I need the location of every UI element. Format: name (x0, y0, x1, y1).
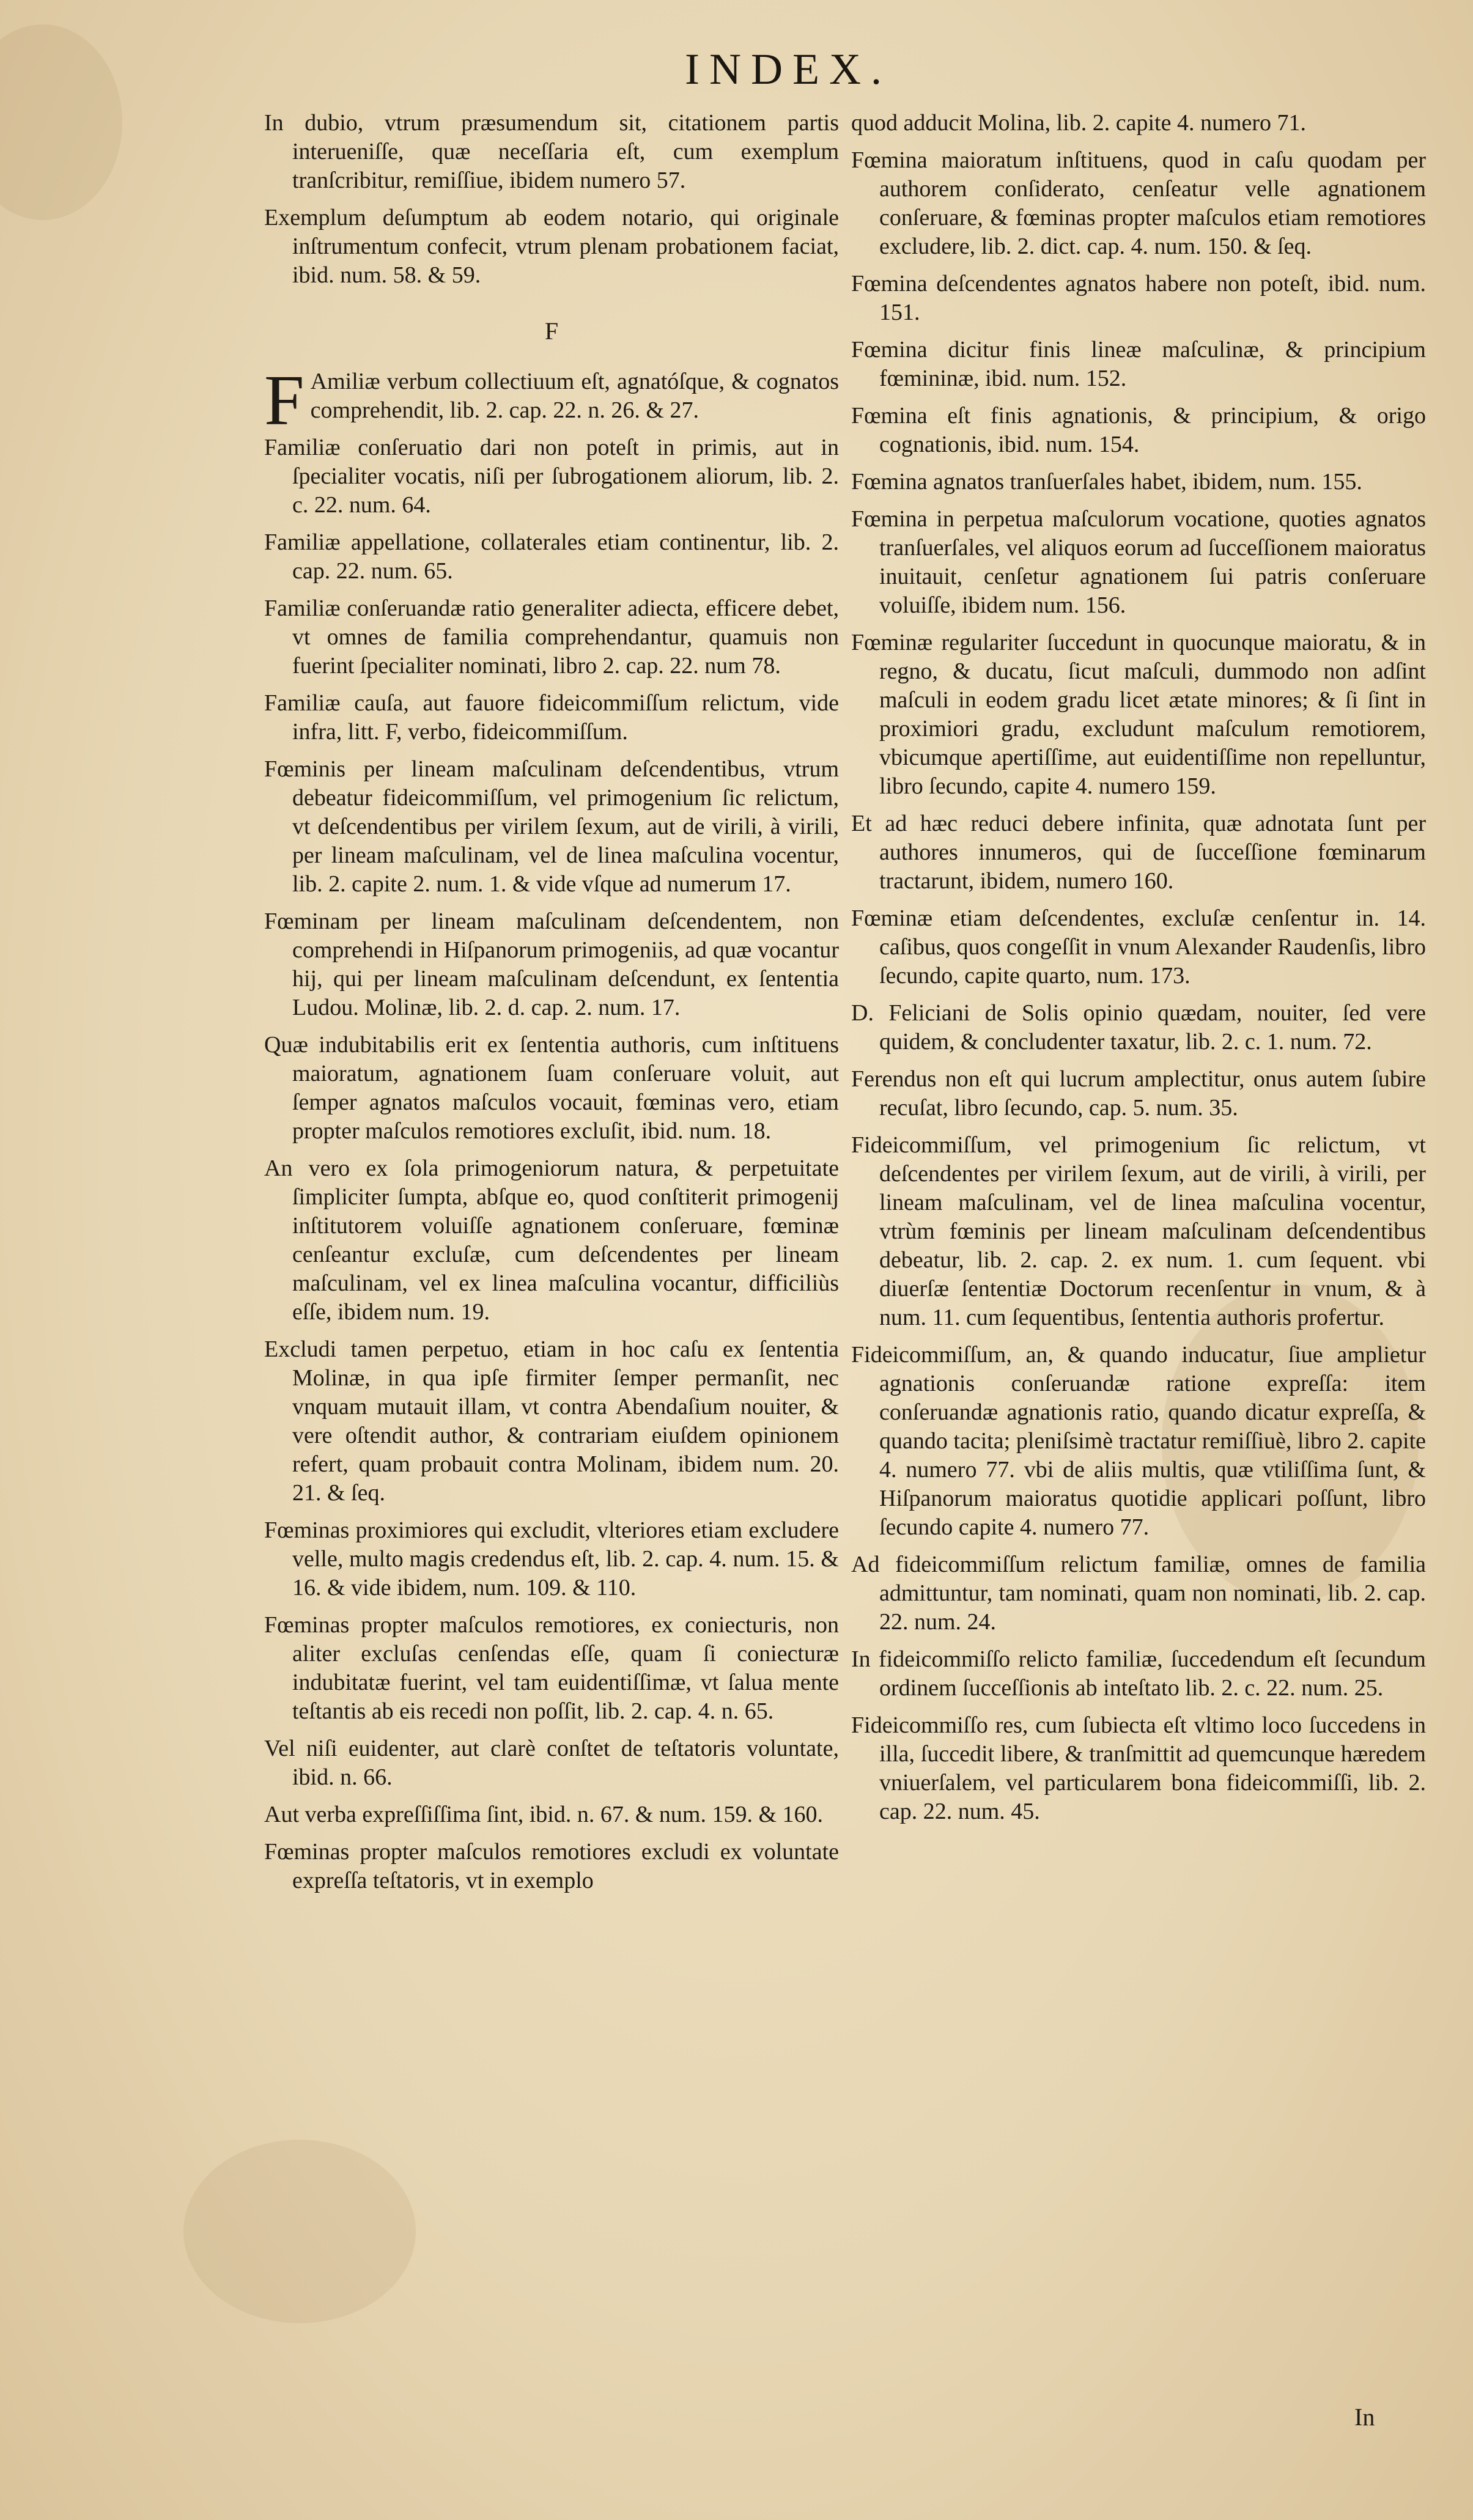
index-entry: Fœminis per lineam maſculinam deſcendentibus, vtrum debeatur fideicommiſſum, vel primogenium ſic relictum, vt deſcendentibus per virilem ſexum, aut de virili, à virili, per lineam maſculinam, vel de linea maſculina vocentur, lib. 2. capite 2. num. 1. & vide vſque ad numerum 17. (264, 756, 839, 897)
index-entry: Familiæ conſeruatio dari non poteſt in primis, aut in ſpecialiter vocatis, niſi per ſubrogationem aliorum, lib. 2. c. 22. num. 64. (264, 435, 839, 518)
index-entry: An vero ex ſola primogeniorum natura, & perpetuitate ſimpliciter ſumpta, abſque eo, quod conſtiterit primogenij inſtitutorem voluiſſe agnationem conſeruare, fœminæ cenſeantur excluſæ, cum deſcendentes per lineam maſculinam, vel ex linea maſculina vocantur, difficiliùs eſſe, ibidem num. 19. (264, 1155, 839, 1325)
index-entry: Fœminas propter maſculos remotiores excludi ex voluntate expreſſa teſtatoris, vt in exemplo (264, 1839, 839, 1893)
index-entry: Ad fideicommiſſum relictum familiæ, omnes de familia admittuntur, tam nominati, quam non nominati, lib. 2. cap. 22. num. 24. (851, 1552, 1426, 1635)
drop-cap-initial: F (264, 360, 305, 440)
index-entry: Et ad hæc reduci debere infinita, quæ adnotata ſunt per authores innumeros, qui de ſucceſſione fœminarum tractarunt, ibidem, numero 160. (851, 811, 1426, 894)
index-entry: In fideicommiſſo relicto familiæ, ſuccedendum eſt ſecundum ordinem ſucceſſionis ab inteſtato lib. 2. c. 22. num. 25. (851, 1646, 1426, 1701)
index-entry: Aut verba expreſſiſſima ſint, ibid. n. 67. & num. 159. & 160. (264, 1802, 824, 1827)
right-column (851, 109, 1426, 1835)
index-entry: Familiæ appellatione, collaterales etiam continentur, lib. 2. cap. 22. num. 65. (264, 529, 839, 584)
index-entry: Fœminam per lineam maſculinam deſcendentem, non comprehendi in Hiſpanorum primogeniis, ad quæ vocantur hij, qui per lineam maſculinam deſcendunt, ex ſententia Ludou. Molinæ, lib. 2. d. cap. 2. num. 17. (264, 908, 839, 1020)
index-entry: Fœmina deſcendentes agnatos habere non poteſt, ibid. num. 151. (851, 271, 1426, 325)
index-entry: Fœminas propter maſculos remotiores, ex coniecturis, non aliter excluſas cenſendas eſſe, quam ſi coniecturæ indubitatæ fuerint, vel tam euidentiſſimæ, vt ſalua mente teſtantis ab eis recedi non poſſit, lib. 2. cap. 4. n. 65. (264, 1612, 839, 1724)
index-entry: D. Feliciani de Solis opinio quædam, nouiter, ſed vere quidem, & concludenter taxatur, lib. 2. c. 1. num. 72. (851, 1000, 1426, 1055)
index-entry: Fœmina eſt finis agnationis, & principium, & origo cognationis, ibid. num. 154. (851, 403, 1426, 457)
index-entry-with-dropcap (264, 360, 839, 440)
index-entry: Fœminæ regulariter ſuccedunt in quocunque maioratu, & in regno, & ducatu, ſicut maſculi, dummodo non adſint maſculi in eodem gradu licet ætate minores; & ſi ſint in proximiori gradu, excludunt maſculum remotiorem, vbicumque apertiſſime, aut euidentiſſime non repelluntur, libro ſecundo, capite 4. numero 159. (851, 630, 1426, 799)
index-entry: Excludi tamen perpetuo, etiam in hoc caſu ex ſententia Molinæ, in qua ipſe firmiter ſemper permanſit, nec vnquam mutauit illam, vt contra Abendaſium nouiter, & vere oſtendit author, & contrariam eiuſdem opinionem refert, quam probauit contra Molinam, ibidem num. 20. 21. & ſeq. (264, 1336, 839, 1506)
catchword: In (1354, 2403, 1375, 2431)
paper-stain (0, 24, 122, 220)
index-entry: Fœmina dicitur finis lineæ maſculinæ, & principium fœmininæ, ibid. num. 152. (851, 337, 1426, 391)
index-entry: Familiæ cauſa, aut fauore fideicommiſſum relictum, vide infra, litt. F, verbo, fideicommiſſum. (264, 690, 839, 745)
index-entry: Fideicommiſſo res, cum ſubiecta eſt vltimo loco ſuccedens in illa, ſuccedit libere, & tranſmittit ad quemcunque hæredem vniuerſalem, vel particularem bona fideicommiſſi, lib. 2. cap. 22. num. 45. (851, 1712, 1426, 1824)
index-entry: Exemplum deſumptum ab eodem notario, qui originale inſtrumentum confecit, vtrum plenam probationem faciat, ibid. num. 58. & 59. (264, 205, 839, 288)
index-entry: Fœmina agnatos tranſuerſales habet, ibidem, num. 155. (851, 469, 1362, 495)
index-entry: Fœminæ etiam deſcendentes, excluſæ cenſentur in. 14. caſibus, quos congeſſit in vnum Alexander Raudenſis, libro ſecundo, capite quarto, num. 173. (851, 905, 1426, 989)
index-entry: In dubio, vtrum præsumendum sit, citationem partis interueniſſe, quæ neceſſaria eſt, cum exemplum tranſcribitur, remiſſiue, ibidem numero 57. (264, 110, 839, 193)
left-column (264, 109, 839, 1904)
index-entry: Quæ indubitabilis erit ex ſententia authoris, cum inſtituens maioratum, agnationem ſuam conſeruare voluit, aut ſemper agnatos maſculos vocauit, fœminas vero, etiam propter maſculos remotiores excluſit, ibid. num. 18. (264, 1032, 839, 1144)
index-entry: quod adducit Molina, lib. 2. capite 4. numero 71. (851, 110, 1307, 136)
index-entry: Fideicommiſſum, vel primogenium ſic relictum, vt deſcendentes per virilem ſexum, aut de virili, à virili, per lineam maſculinam, vel de linea maſculina vocentur, vtrùm fœminis per lineam maſculinam deſcendentibus debeatur, lib. 2. cap. 2. ex num. 1. cum ſequent. vbi diuerſæ ſententiæ Doctorum recenſentur in vnum, & à num. 11. cum ſequentibus, ſententia authoris profertur. (851, 1132, 1426, 1330)
section-letter-heading: F (544, 317, 559, 345)
index-entry: Fideicommiſſum, an, & quando inducatur, ſiue amplietur agnationis conſeruandæ ratione expreſſa: item conſeruandæ agnationis ratio, quando dicatur expreſſa, & quando tacita; pleniſsimè tractatur remiſſiuè, libro 2. capite 4. numero 77. vbi de aliis multis, quæ vtiliſſima ſunt, & Hiſpanorum maioratus quotidie applicari poſſunt, libro ſecundo capite 4. numero 77. (851, 1342, 1426, 1540)
index-entry: Fœmina in perpetua maſculorum vocatione, quoties agnatos tranſuerſales, vel aliquos eorum ad ſucceſſionem maioratus inuitauit, cenſetur agnationem ſui patris conſeruare voluiſſe, ibidem num. 156. (851, 506, 1426, 618)
index-entry: Vel niſi euidenter, aut clarè conſtet de teſtatoris voluntate, ibid. n. 66. (264, 1736, 839, 1790)
index-entry: Ferendus non eſt qui lucrum amplectitur, onus autem ſubire recuſat, libro ſecundo, cap. 5. num. 35. (851, 1066, 1426, 1121)
index-entry: Fœmina maioratum inſtituens, quod in caſu quodam per authorem conſiderato, cenſeatur velle agnationem conſeruare, & fœminas propter maſculos etiam remotiores excludere, lib. 2. dict. cap. 4. num. 150. & ſeq. (851, 147, 1426, 259)
page-header-title: INDEX. (685, 45, 892, 94)
paper-stain (183, 2140, 416, 2323)
index-entry: Fœminas proximiores qui excludit, vlteriores etiam excludere velle, multo magis credendus eſt, lib. 2. cap. 4. num. 15. & 16. & vide ibidem, num. 109. & 110. (264, 1517, 839, 1601)
index-entry: Familiæ conſeruandæ ratio generaliter adiecta, efficere debet, vt omnes de familia comprehendantur, quamuis non fuerint ſpecialiter nominati, libro 2. cap. 22. num 78. (264, 595, 839, 679)
index-entry-text: Amiliæ verbum collectiuum eſt, agnatóſque, & cognatos comprehendit, lib. 2. cap. 22. n. 26. & 27. (310, 369, 839, 423)
